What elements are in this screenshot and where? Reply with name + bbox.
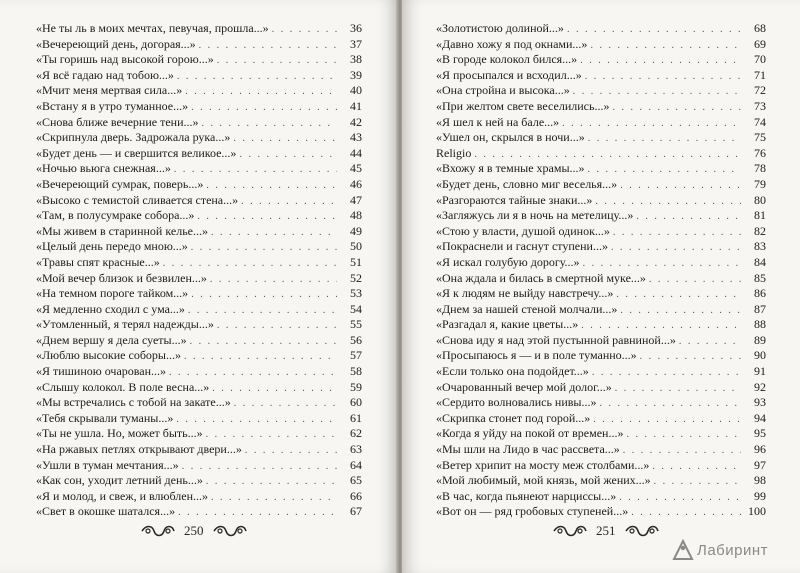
dot-leader bbox=[640, 349, 741, 365]
toc-entry-page-number: 89 bbox=[754, 332, 766, 347]
toc-entry bbox=[36, 271, 362, 287]
toc-entry-page-number: 60 bbox=[350, 395, 362, 410]
dot-leader bbox=[206, 474, 337, 490]
dot-leader bbox=[612, 100, 741, 116]
toc-entry-page-number: 71 bbox=[754, 67, 766, 82]
toc-entry-page-number: 93 bbox=[754, 395, 766, 410]
toc-entry-page-number: 76 bbox=[754, 145, 766, 160]
dot-leader bbox=[202, 116, 337, 132]
toc-entry bbox=[36, 317, 362, 333]
toc-entry bbox=[36, 473, 362, 489]
toc-entry-page-number: 63 bbox=[350, 442, 362, 457]
toc-entry-title: «Скрипка стонет под горой...» bbox=[436, 410, 591, 425]
watermark-logo bbox=[672, 532, 790, 568]
folio-right bbox=[552, 523, 660, 539]
toc-entry-title: «Стою у власти, душой одинок...» bbox=[436, 223, 610, 238]
toc-entry bbox=[36, 146, 362, 162]
toc-entry bbox=[436, 83, 766, 99]
toc-entry-title: «Если только она подойдет...» bbox=[436, 364, 589, 379]
dot-leader bbox=[217, 318, 337, 334]
toc-entry-title: «Будет день — и свершится великое...» bbox=[36, 145, 237, 160]
dot-leader bbox=[562, 116, 741, 132]
toc-entry-title: «Я просыпался и всходил...» bbox=[436, 67, 582, 82]
toc-entry bbox=[436, 239, 766, 255]
toc-entry bbox=[436, 224, 766, 240]
toc-entry-page-number: 64 bbox=[350, 457, 362, 472]
toc-entry bbox=[36, 68, 362, 84]
toc-entry bbox=[436, 146, 766, 162]
dot-leader bbox=[178, 505, 337, 521]
dot-leader bbox=[206, 427, 337, 443]
toc-entry bbox=[36, 193, 362, 209]
dot-leader bbox=[190, 334, 337, 350]
toc-entry-title: «Золотистою долиной...» bbox=[436, 21, 564, 35]
toc-entry bbox=[36, 239, 362, 255]
toc-entry-title: «Утомленный, я терял надежды...» bbox=[36, 317, 214, 332]
dot-leader bbox=[169, 365, 337, 381]
toc-entry bbox=[36, 302, 362, 318]
dot-leader bbox=[199, 38, 337, 54]
toc-entry bbox=[436, 286, 766, 302]
dot-leader bbox=[211, 490, 337, 506]
toc-entry-page-number: 84 bbox=[754, 254, 766, 269]
toc-entry-title: «Встану я в утро туманное...» bbox=[36, 98, 189, 113]
toc-entry-page-number: 100 bbox=[748, 504, 766, 519]
dot-leader bbox=[623, 443, 741, 459]
toc-entry-title: «Целый день передо мною...» bbox=[36, 239, 188, 254]
toc-entry-page-number: 50 bbox=[350, 239, 362, 254]
toc-entry-page-number: 99 bbox=[754, 488, 766, 503]
toc-list-left bbox=[36, 21, 362, 520]
watermark-text: Лабиринт bbox=[697, 541, 769, 559]
toc-entry bbox=[436, 130, 766, 146]
toc-entry-page-number: 66 bbox=[350, 488, 362, 503]
toc-entry-title: «Покраснели и гаснут ступени...» bbox=[436, 239, 608, 254]
dot-leader bbox=[191, 240, 337, 256]
toc-entry bbox=[436, 161, 766, 177]
dot-leader bbox=[626, 427, 741, 443]
toc-entry-page-number: 45 bbox=[350, 161, 362, 176]
dot-leader bbox=[184, 349, 337, 365]
toc-entry-title: «Свет в окошке шатался...» bbox=[36, 504, 176, 519]
toc-entry-page-number: 96 bbox=[754, 442, 766, 457]
dot-leader bbox=[619, 490, 741, 506]
toc-entry bbox=[436, 302, 766, 318]
toc-entry-title: «Мы шли на Лидо в час рассвета...» bbox=[436, 442, 620, 457]
toc-entry-title: Religio bbox=[436, 145, 472, 160]
toc-entry-title: «Я к людям не выйду навстречу...» bbox=[436, 286, 614, 301]
toc-entry bbox=[36, 489, 362, 505]
toc-entry-page-number: 85 bbox=[754, 270, 766, 285]
dot-leader bbox=[185, 84, 337, 100]
toc-entry-page-number: 59 bbox=[350, 379, 362, 394]
toc-entry-page-number: 55 bbox=[350, 317, 362, 332]
dot-leader bbox=[272, 22, 337, 38]
toc-entry bbox=[36, 99, 362, 115]
toc-entry-page-number: 95 bbox=[754, 426, 766, 441]
toc-entry-page-number: 69 bbox=[754, 36, 766, 51]
dot-leader bbox=[590, 38, 741, 54]
toc-entry-page-number: 51 bbox=[350, 254, 362, 269]
toc-entry-title: «Там, в полусумраке собора...» bbox=[36, 208, 195, 223]
dot-leader bbox=[593, 412, 741, 428]
toc-entry bbox=[36, 504, 362, 520]
toc-entry-title: «Ветер хрипит на мосту меж столбами...» bbox=[436, 457, 650, 472]
dot-leader bbox=[239, 147, 337, 163]
toc-entry-page-number: 44 bbox=[350, 145, 362, 160]
toc-entry bbox=[36, 442, 362, 458]
toc-entry bbox=[36, 458, 362, 474]
toc-entry bbox=[36, 255, 362, 271]
toc-entry-title: «Я всё гадаю над тобою...» bbox=[36, 67, 174, 82]
toc-entry-page-number: 42 bbox=[350, 114, 362, 129]
toc-entry-page-number: 83 bbox=[754, 239, 766, 254]
dot-leader bbox=[588, 131, 741, 147]
toc-entry-title: «Вечереющий сумрак, поверь...» bbox=[36, 176, 204, 191]
toc-entry-page-number: 43 bbox=[350, 130, 362, 145]
flourish-ornament-icon bbox=[212, 524, 248, 538]
toc-entry-title: «Ушел он, скрылся в ночи...» bbox=[436, 130, 585, 145]
toc-entry bbox=[436, 489, 766, 505]
toc-entry-page-number: 52 bbox=[350, 270, 362, 285]
toc-entry bbox=[36, 52, 362, 68]
toc-entry-title: «Слышу колокол. В поле весна...» bbox=[36, 379, 210, 394]
dot-leader bbox=[581, 318, 741, 334]
toc-entry-page-number: 38 bbox=[350, 52, 362, 67]
toc-entry-page-number: 80 bbox=[754, 192, 766, 207]
toc-entry-title: «Мы живем в старинной келье...» bbox=[36, 223, 209, 238]
toc-entry bbox=[436, 504, 766, 520]
folio-left bbox=[140, 523, 248, 539]
toc-entry-page-number: 86 bbox=[754, 286, 766, 301]
toc-entry-page-number: 68 bbox=[754, 21, 766, 35]
flourish-ornament-icon bbox=[552, 524, 588, 538]
toc-entry-title: «Я искал голубую дорогу...» bbox=[436, 254, 580, 269]
dot-leader bbox=[191, 287, 337, 303]
dot-leader bbox=[580, 53, 741, 69]
toc-entry bbox=[36, 83, 362, 99]
toc-entry bbox=[36, 395, 362, 411]
dot-leader bbox=[588, 162, 741, 178]
toc-entry-title: «Мой вечер близок и безвилен...» bbox=[36, 270, 207, 285]
dot-leader bbox=[613, 225, 741, 241]
toc-entry-page-number: 72 bbox=[754, 83, 766, 98]
right-page bbox=[402, 0, 800, 573]
toc-entry bbox=[436, 255, 766, 271]
toc-entry-title: «Я и молод, и свеж, и влюблен...» bbox=[36, 488, 208, 503]
toc-entry-page-number: 49 bbox=[350, 223, 362, 238]
dot-leader bbox=[241, 194, 337, 210]
toc-entry-page-number: 73 bbox=[754, 98, 766, 113]
toc-entry-page-number: 37 bbox=[350, 36, 362, 51]
toc-entry bbox=[436, 99, 766, 115]
toc-entry-page-number: 54 bbox=[350, 301, 362, 316]
toc-entry-title: «Ты горишь над высокой горою...» bbox=[36, 52, 214, 67]
toc-entry-page-number: 98 bbox=[754, 473, 766, 488]
dot-leader bbox=[197, 209, 337, 225]
dot-leader bbox=[573, 84, 741, 100]
dot-leader bbox=[233, 131, 337, 147]
dot-leader bbox=[182, 459, 337, 475]
dot-leader bbox=[206, 178, 337, 194]
dot-leader bbox=[176, 412, 337, 428]
page-number: 250 bbox=[184, 523, 204, 538]
toc-entry bbox=[436, 37, 766, 53]
toc-entry-page-number: 58 bbox=[350, 364, 362, 379]
toc-entry bbox=[36, 348, 362, 364]
toc-entry bbox=[436, 411, 766, 427]
dot-leader bbox=[210, 272, 337, 288]
dot-leader bbox=[217, 53, 337, 69]
toc-entry-page-number: 97 bbox=[754, 457, 766, 472]
dot-leader bbox=[611, 240, 741, 256]
toc-entry-title: «Высоко с темистой сливается стена...» bbox=[36, 192, 239, 207]
toc-entry-page-number: 39 bbox=[350, 67, 362, 82]
toc-entry-title: «Ушли в туман мечтания...» bbox=[36, 457, 179, 472]
toc-entry bbox=[436, 395, 766, 411]
toc-entry-title: «Она стройна и высока...» bbox=[436, 83, 570, 98]
toc-entry-page-number: 78 bbox=[754, 161, 766, 176]
toc-entry bbox=[36, 380, 362, 396]
dot-leader bbox=[245, 443, 337, 459]
toc-entry bbox=[436, 333, 766, 349]
toc-entry bbox=[36, 37, 362, 53]
toc-entry-title: «Не ты ль в моих мечтах, певучая, прошла...» bbox=[36, 21, 269, 35]
dot-leader bbox=[620, 303, 741, 319]
dot-leader bbox=[188, 303, 337, 319]
toc-entry-title: «При желтом свете веселились...» bbox=[436, 98, 610, 113]
toc-entry-title: «Очарованный вечер мой долог...» bbox=[436, 379, 612, 394]
toc-entry-page-number: 79 bbox=[754, 176, 766, 191]
toc-entry-title: «Скрипнула дверь. Задрожала рука...» bbox=[36, 130, 231, 145]
dot-leader bbox=[163, 256, 337, 272]
toc-entry bbox=[436, 208, 766, 224]
toc-entry-title: «Будет день, словно миг веселья...» bbox=[436, 176, 618, 191]
toc-entry-title: «Люблю высокие соборы...» bbox=[36, 348, 181, 363]
toc-entry bbox=[36, 161, 362, 177]
toc-entry-page-number: 70 bbox=[754, 52, 766, 67]
toc-entry-title: «Днем вершу я дела суеты...» bbox=[36, 332, 187, 347]
dot-leader bbox=[177, 69, 337, 85]
toc-entry-title: «Ты не ушла. Но, может быть...» bbox=[36, 426, 203, 441]
toc-entry bbox=[436, 458, 766, 474]
dot-leader bbox=[649, 272, 741, 288]
toc-entry-title: «Ночью вьюга снежная...» bbox=[36, 161, 171, 176]
toc-entry-title: «Давно хожу я под окнами...» bbox=[436, 36, 588, 51]
toc-entry-title: «Я медленно сходил с ума...» bbox=[36, 301, 185, 316]
toc-entry bbox=[36, 177, 362, 193]
dot-leader bbox=[592, 365, 741, 381]
toc-entry bbox=[436, 193, 766, 209]
toc-entry-title: «Разгадал я, какие цветы...» bbox=[436, 317, 579, 332]
toc-entry bbox=[36, 21, 362, 37]
toc-entry-title: «Сердито волновались нивы...» bbox=[436, 395, 597, 410]
dot-leader bbox=[583, 256, 741, 272]
toc-entry-page-number: 82 bbox=[754, 223, 766, 238]
toc-entry bbox=[436, 21, 766, 37]
toc-entry-page-number: 87 bbox=[754, 301, 766, 316]
toc-entry-page-number: 74 bbox=[754, 114, 766, 129]
dot-leader bbox=[615, 381, 741, 397]
toc-entry-page-number: 90 bbox=[754, 348, 766, 363]
toc-entry-title: «Мы встречались с тобой на закате...» bbox=[36, 395, 231, 410]
toc-entry-page-number: 47 bbox=[350, 192, 362, 207]
dot-leader bbox=[620, 178, 741, 194]
toc-entry-title: «В городе колокол бился...» bbox=[436, 52, 578, 67]
toc-entry-title: «В час, когда пьянеют нарциссы...» bbox=[436, 488, 617, 503]
toc-entry bbox=[36, 224, 362, 240]
toc-entry-title: «Днем за нашей стеной молчали...» bbox=[436, 301, 618, 316]
toc-entry-page-number: 40 bbox=[350, 83, 362, 98]
toc-entry-title: «Вхожу я в темные храмы...» bbox=[436, 161, 585, 176]
toc-entry-page-number: 36 bbox=[350, 21, 362, 35]
toc-entry-page-number: 41 bbox=[350, 98, 362, 113]
toc-entry-title: «Когда я уйду на покой от времен...» bbox=[436, 426, 624, 441]
dot-leader bbox=[212, 381, 337, 397]
toc-entry bbox=[36, 333, 362, 349]
dot-leader bbox=[652, 459, 741, 475]
toc-entry bbox=[436, 115, 766, 131]
toc-entry-title: «Травы спят красные...» bbox=[36, 254, 160, 269]
toc-entry-page-number: 94 bbox=[754, 410, 766, 425]
dot-leader bbox=[631, 505, 741, 521]
toc-entry-page-number: 57 bbox=[350, 348, 362, 363]
toc-entry-title: «Мой любимый, мой князь, мой жених...» bbox=[436, 473, 651, 488]
toc-entry-title: «Вечереющий день, догорая...» bbox=[36, 36, 196, 51]
dot-leader bbox=[595, 194, 741, 210]
toc-entry bbox=[436, 348, 766, 364]
flourish-ornament-icon bbox=[624, 524, 660, 538]
toc-entry-title: «Снова иду я над этой пустынной равниной...» bbox=[436, 332, 676, 347]
toc-entry-page-number: 62 bbox=[350, 426, 362, 441]
toc-entry-page-number: 67 bbox=[350, 504, 362, 519]
toc-entry-title: «Снова ближе вечерние тени...» bbox=[36, 114, 199, 129]
dot-leader bbox=[636, 209, 741, 225]
toc-entry-page-number: 88 bbox=[754, 317, 766, 332]
toc-entry bbox=[436, 68, 766, 84]
toc-entry bbox=[36, 286, 362, 302]
dot-leader bbox=[616, 287, 741, 303]
toc-entry bbox=[36, 130, 362, 146]
toc-entry bbox=[36, 208, 362, 224]
dot-leader bbox=[211, 225, 337, 241]
toc-entry-title: «Я тишиною очарован...» bbox=[36, 364, 167, 379]
left-page bbox=[0, 0, 398, 573]
toc-entry-page-number: 48 bbox=[350, 208, 362, 223]
toc-entry-title: «Как сон, уходит летний день...» bbox=[36, 473, 203, 488]
toc-entry bbox=[36, 426, 362, 442]
dot-leader bbox=[191, 100, 337, 116]
toc-entry bbox=[436, 317, 766, 333]
toc-entry bbox=[36, 411, 362, 427]
toc-entry-page-number: 75 bbox=[754, 130, 766, 145]
toc-entry-title: «Она ждала и билась в смертной муке...» bbox=[436, 270, 646, 285]
dot-leader bbox=[174, 162, 337, 178]
toc-entry-page-number: 53 bbox=[350, 286, 362, 301]
dot-leader bbox=[585, 69, 741, 85]
toc-entry-page-number: 61 bbox=[350, 410, 362, 425]
flourish-ornament-icon bbox=[140, 524, 176, 538]
toc-entry bbox=[436, 52, 766, 68]
toc-entry-title: «Загляжусь ли я в ночь на метелицу...» bbox=[436, 208, 634, 223]
toc-entry-page-number: 65 bbox=[350, 473, 362, 488]
toc-entry-title: «Разгораются тайные знаки...» bbox=[436, 192, 593, 207]
toc-entry-page-number: 91 bbox=[754, 364, 766, 379]
labyrinth-logo-icon bbox=[672, 539, 694, 561]
page-number: 251 bbox=[596, 523, 616, 538]
toc-entry-page-number: 46 bbox=[350, 176, 362, 191]
dot-leader bbox=[234, 396, 337, 412]
toc-entry bbox=[436, 177, 766, 193]
toc-entry-page-number: 56 bbox=[350, 332, 362, 347]
toc-entry-title: «Мчит меня мертвая сила...» bbox=[36, 83, 183, 98]
toc-entry-page-number: 92 bbox=[754, 379, 766, 394]
toc-list-right bbox=[436, 21, 766, 520]
dot-leader bbox=[600, 396, 742, 412]
dot-leader bbox=[567, 22, 741, 38]
toc-entry-title: «Я шел к ней на бале...» bbox=[436, 114, 560, 129]
toc-entry bbox=[436, 271, 766, 287]
toc-entry bbox=[436, 380, 766, 396]
toc-entry bbox=[436, 426, 766, 442]
toc-entry-title: «Просыпаюсь я — и в поле туманно...» bbox=[436, 348, 637, 363]
toc-entry-title: «Вот он — ряд гробовых ступеней...» bbox=[436, 504, 629, 519]
dot-leader bbox=[474, 147, 741, 163]
toc-entry bbox=[36, 364, 362, 380]
toc-entry bbox=[436, 442, 766, 458]
toc-entry bbox=[36, 115, 362, 131]
toc-entry-title: «На ржавых петлях открывают двери...» bbox=[36, 442, 242, 457]
toc-entry bbox=[436, 473, 766, 489]
toc-entry-title: «Тебя скрывали туманы...» bbox=[36, 410, 174, 425]
toc-entry-page-number: 81 bbox=[754, 208, 766, 223]
toc-entry-title: «На темном пороге тайком...» bbox=[36, 286, 189, 301]
dot-leader bbox=[654, 474, 741, 490]
toc-entry bbox=[436, 364, 766, 380]
dot-leader bbox=[679, 334, 741, 350]
